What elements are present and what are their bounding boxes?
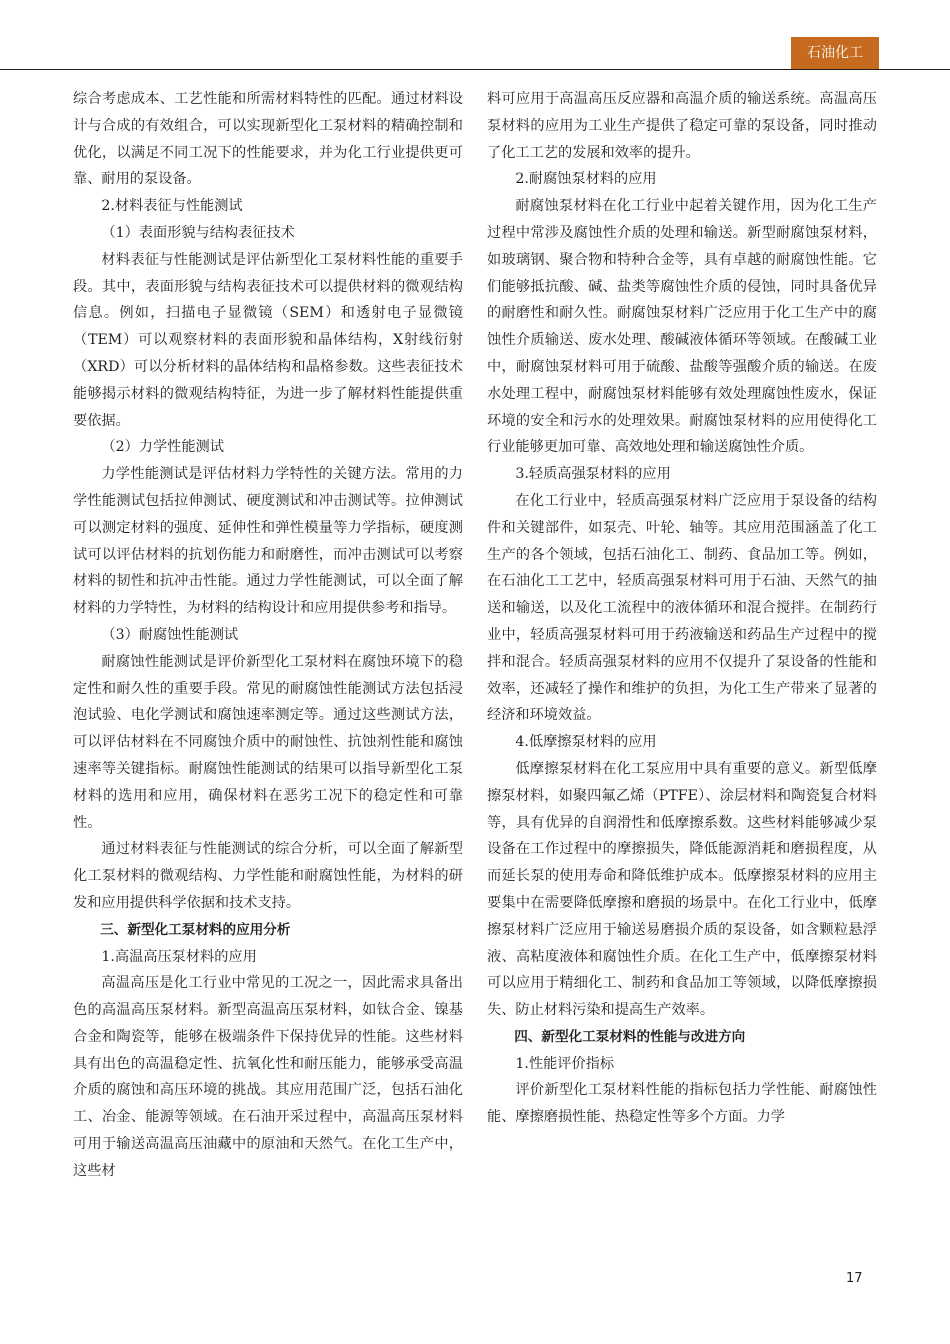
paragraph: 力学性能测试是评估材料力学特性的关键方法。常用的力学性能测试包括拉伸测试、硬度测试和冲击测试等。拉伸测试可以测定材料的强度、延伸性和弹性模量等力学指标，硬度测试可以评估材料的抗划伤能力和耐磨性，而冲击测试可以考察材料的韧性和抗冲击性能。通过力学性能测试，可以全面了解材料的力学特性，为材料的结构设计和应用提供参考和指导。 (73, 466, 463, 617)
subheading: （2）力学性能测试 (101, 439, 224, 456)
left-column (73, 86, 463, 1185)
section-heading: 四、新型化工泵材料的性能与改进方向 (514, 1028, 746, 1045)
subheading: 2.耐腐蚀泵材料的应用 (515, 171, 657, 188)
paragraph: 综合考虑成本、工艺性能和所需材料特性的匹配。通过材料设计与合成的有效组合，可以实现新型化工泵材料的精确控制和优化，以满足不同工况下的性能要求，并为化工行业提供更可靠、耐用的泵设备。 (73, 91, 463, 188)
paragraph: 材料表征与性能测试是评估新型化工泵材料性能的重要手段。其中，表面形貌与结构表征技术可以提供材料的微观结构信息。例如，扫描电子显微镜（SEM）和透射电子显微镜（TEM）可以观察材料的表面形貌和晶体结构，X射线衍射（XRD）可以分析材料的晶体结构和晶格参数。这些表征技术能够揭示材料的微观结构特征，为进一步了解材料性能提供重要依据。 (73, 251, 463, 429)
subheading: （1）表面形貌与结构表征技术 (101, 224, 295, 241)
paragraph: 高温高压是化工行业中常见的工况之一，因此需求具备出色的高温高压泵材料。新型高温高压泵材料，如钛合金、镍基合金和陶瓷等，能够在极端条件下保持优异的性能。这些材料具有出色的高温稳定性、抗氧化性和耐压能力，能够承受高温介质的腐蚀和高压环境的挑战。其应用范围广泛，包括石油化工、冶金、能源等领域。在石油开采过程中，高温高压泵材料可用于输送高温高压油藏中的原油和天然气。在化工生产中，这些材 (73, 975, 463, 1179)
subheading: 2.材料表征与性能测试 (101, 198, 243, 215)
page-number: 17 (846, 1271, 863, 1286)
subheading: 3.轻质高强泵材料的应用 (515, 466, 671, 483)
section-heading: 三、新型化工泵材料的应用分析 (100, 921, 291, 938)
subheading: 4.低摩擦泵材料的应用 (515, 734, 657, 751)
subheading: （3）耐腐蚀性能测试 (101, 626, 239, 643)
paragraph: 低摩擦泵材料在化工泵应用中具有重要的意义。新型低摩擦泵材料，如聚四氟乙烯（PTFE）、涂层材料和陶瓷复合材料等，具有优异的自润滑性和低摩擦系数。这些材料能够减少泵设备在工作过程中的摩擦损失，降低能源消耗和磨损程度，从而延长泵的使用寿命和降低维护成本。低摩擦泵材料的应用主要集中在需要降低摩擦和磨损的场景中。在化工行业中，低摩擦泵材料广泛应用于输送易磨损介质的泵设备，如含颗粒悬浮液、高粘度液体和腐蚀性介质。在化工生产中，低摩擦泵材料可以应用于精细化工、制药和食品加工等领域，以降低摩擦损失、防止材料污染和提高生产效率。 (487, 760, 877, 1019)
subheading: 1.高温高压泵材料的应用 (101, 948, 257, 965)
subheading: 1.性能评价指标 (515, 1055, 615, 1072)
paragraph: 通过材料表征与性能测试的综合分析，可以全面了解新型化工泵材料的微观结构、力学性能和耐腐蚀性能，为材料的研发和应用提供科学依据和技术支持。 (73, 841, 463, 911)
paragraph: 耐腐蚀泵材料在化工行业中起着关键作用，因为化工生产过程中常涉及腐蚀性介质的处理和输送。新型耐腐蚀泵材料，如玻璃钢、聚合物和特种合金等，具有卓越的耐腐蚀性能。它们能够抵抗酸、碱、盐类等腐蚀性介质的侵蚀，同时具备优异的耐磨性和耐久性。耐腐蚀泵材料广泛应用于化工生产中的腐蚀性介质输送、废水处理、酸碱液体循环等领域。在酸碱工业中，耐腐蚀泵材料可用于硫酸、盐酸等强酸介质的输送。在废水处理工程中，耐腐蚀泵材料能够有效处理腐蚀性废水，保证环境的安全和污水的处理效果。耐腐蚀泵材料的应用使得化工行业能够更加可靠、高效地处理和输送腐蚀性介质。 (487, 198, 877, 456)
paragraph: 评价新型化工泵材料性能的指标包括力学性能、耐腐蚀性能、摩擦磨损性能、热稳定性等多个方面。力学 (487, 1082, 877, 1126)
paragraph: 耐腐蚀性能测试是评价新型化工泵材料在腐蚀环境下的稳定性和耐久性的重要手段。常见的耐腐蚀性能测试方法包括浸泡试验、电化学测试和腐蚀速率测定等。通过这些测试方法，可以评估材料在不同腐蚀介质中的耐蚀性、抗蚀剂性能和腐蚀速率等关键指标。耐腐蚀性能测试的结果可以指导新型化工泵材料的选用和应用，确保材料在恶劣工况下的稳定性和可靠性。 (73, 653, 463, 831)
right-column (487, 86, 877, 1131)
header-rule (0, 69, 950, 70)
paragraph: 料可应用于高温高压反应器和高温介质的输送系统。高温高压泵材料的应用为工业生产提供了稳定可靠的泵设备，同时推动了化工工艺的发展和效率的提升。 (487, 91, 877, 161)
journal-tag: 石油化工 (791, 37, 879, 69)
paragraph: 在化工行业中，轻质高强泵材料广泛应用于泵设备的结构件和关键部件，如泵壳、叶轮、轴等。其应用范围涵盖了化工生产的各个领域，包括石油化工、制药、食品加工等。例如，在石油化工工艺中，轻质高强泵材料可用于石油、天然气的抽送和输送，以及化工流程中的液体循环和混合搅拌。在制药行业中，轻质高强泵材料可用于药液输送和药品生产过程中的搅拌和混合。轻质高强泵材料的应用不仅提升了泵设备的性能和效率，还减轻了操作和维护的负担，为化工生产带来了显著的经济和环境效益。 (487, 492, 877, 724)
